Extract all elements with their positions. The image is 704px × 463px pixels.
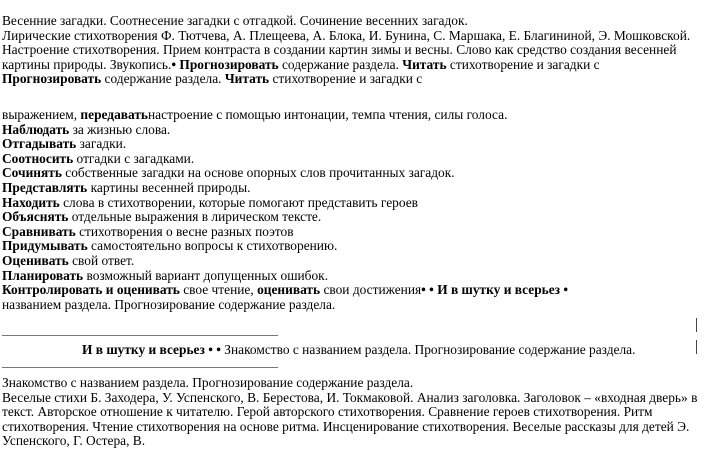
paragraph-humor bbox=[2, 376, 697, 449]
text-run: отдельные выражения в лирическом тексте. bbox=[68, 209, 322, 225]
text-run: содержание раздела. bbox=[101, 71, 225, 87]
divider-line bbox=[2, 367, 278, 368]
text-run: настроение с помощью интонации, темпа чтения, силы голоса. bbox=[148, 107, 508, 122]
text-run: слова в стихотворении, которые помогают представить героев bbox=[59, 194, 418, 210]
text-run: свое чтение, bbox=[179, 282, 258, 298]
keyword: Наблюдать bbox=[2, 121, 70, 137]
keyword: оценивать bbox=[257, 282, 321, 298]
activity-line bbox=[2, 137, 692, 152]
section-line bbox=[82, 343, 635, 358]
keyword: Объяснять bbox=[2, 209, 69, 225]
text-run: стихотворение и загадки с bbox=[446, 56, 600, 72]
text-run: Знакомство с названием раздела. Прогнозирование содержание раздела. bbox=[220, 342, 636, 357]
keyword: Отгадывать bbox=[2, 136, 77, 152]
keyword: Читать bbox=[402, 56, 447, 72]
keyword: Контролировать и оценивать bbox=[2, 282, 180, 298]
text-run: возможный вариант допущенных ошибок. bbox=[83, 267, 329, 283]
text-run: за жизнью слова. bbox=[69, 121, 171, 137]
paragraph-topics bbox=[2, 14, 692, 87]
keyword: Читать bbox=[224, 71, 270, 87]
activity-line bbox=[2, 283, 692, 298]
activity-line bbox=[2, 108, 692, 123]
activity-line bbox=[2, 239, 692, 254]
keyword: передавать bbox=[80, 107, 149, 122]
keyword: Представлять bbox=[2, 179, 88, 195]
table-border-mark bbox=[696, 340, 697, 354]
text-line: названием раздела. Прогнозирование содержание раздела. bbox=[2, 296, 336, 312]
section-heading: И в шутку и всерьез • • bbox=[82, 342, 221, 357]
text-run: свои достижения bbox=[320, 282, 422, 298]
text-line: Успенского, Г. Остера, В. bbox=[2, 433, 146, 449]
activity-line bbox=[2, 152, 692, 167]
keyword: Прогнозировать bbox=[179, 56, 279, 72]
text-run: стихотворения о весне разных поэтов bbox=[75, 223, 294, 239]
text-run: отгадки с загадками. bbox=[73, 150, 195, 166]
table-border-mark bbox=[696, 318, 697, 332]
keyword: Придумывать bbox=[2, 238, 88, 254]
text-run: содержание раздела. bbox=[278, 56, 403, 72]
text-run: картины весенней природы. bbox=[87, 179, 251, 195]
keyword: Сравнивать bbox=[2, 223, 76, 239]
text-line: Лирические стихотворения Ф. Тютчева, А. Плещеева, А. Блока, И. Бунина, С. Маршака, Е. Благининой, Э. Мошковской. bbox=[2, 27, 691, 43]
text-run: собственные загадки на основе опорных слов прочитанных загадок. bbox=[61, 165, 455, 181]
activity-line bbox=[2, 196, 692, 211]
text-line: текст. Авторское отношение к читателю. Герой авторского стихотворения. Сравнение героев стихотворения. Ритм bbox=[2, 404, 653, 420]
text-run: картины природы. Звукопись. bbox=[2, 56, 172, 72]
text-run: выражением, bbox=[2, 107, 81, 122]
keyword: Сочинять bbox=[2, 165, 62, 181]
text-line bbox=[2, 72, 692, 87]
text-run: свой ответ. bbox=[68, 252, 135, 268]
text-run: загадки. bbox=[76, 136, 127, 152]
activity-line bbox=[2, 225, 692, 240]
activity-line bbox=[2, 166, 692, 181]
keyword: Соотносить bbox=[2, 150, 74, 166]
text-line: Настроение стихотворения. Прием контраста в создании картин зимы и весны. Слово как средство создания весенней bbox=[2, 42, 677, 58]
keyword: Находить bbox=[2, 194, 60, 210]
keyword: Прогнозировать bbox=[2, 71, 102, 87]
keyword: Планировать bbox=[2, 267, 84, 283]
text-line bbox=[2, 58, 692, 73]
text-run: самостоятельно вопросы к стихотворению. bbox=[87, 238, 338, 254]
text-line: Весенние загадки. Соотнесение загадки с отгадкой. Сочинение весенних загадок. bbox=[2, 13, 468, 28]
paragraph-activities bbox=[2, 108, 692, 312]
text-line: стихотворения. Чтение стихотворения на основе ритма. Инсценирование стихотворения. Веселые рассказы для детей Э. bbox=[2, 418, 690, 434]
activity-line bbox=[2, 254, 692, 269]
activity-line bbox=[2, 269, 692, 284]
keyword: Оценивать bbox=[2, 252, 69, 268]
bullet: • bbox=[171, 56, 177, 72]
text-run: стихотворение и загадки с bbox=[269, 71, 423, 87]
divider-line bbox=[2, 335, 278, 336]
activity-line bbox=[2, 210, 692, 225]
section-heading: • • И в шутку и всерьез • bbox=[421, 282, 569, 298]
activity-line bbox=[2, 181, 692, 196]
text-line: Знакомство с названием раздела. Прогнозирование содержание раздела. bbox=[2, 375, 414, 390]
activity-line bbox=[2, 123, 692, 138]
text-line: Веселые стихи Б. Заходера, У. Успенского, В. Берестова, И. Токмаковой. Анализ заголовка. Заголовок – «входная дверь» в bbox=[2, 389, 698, 405]
